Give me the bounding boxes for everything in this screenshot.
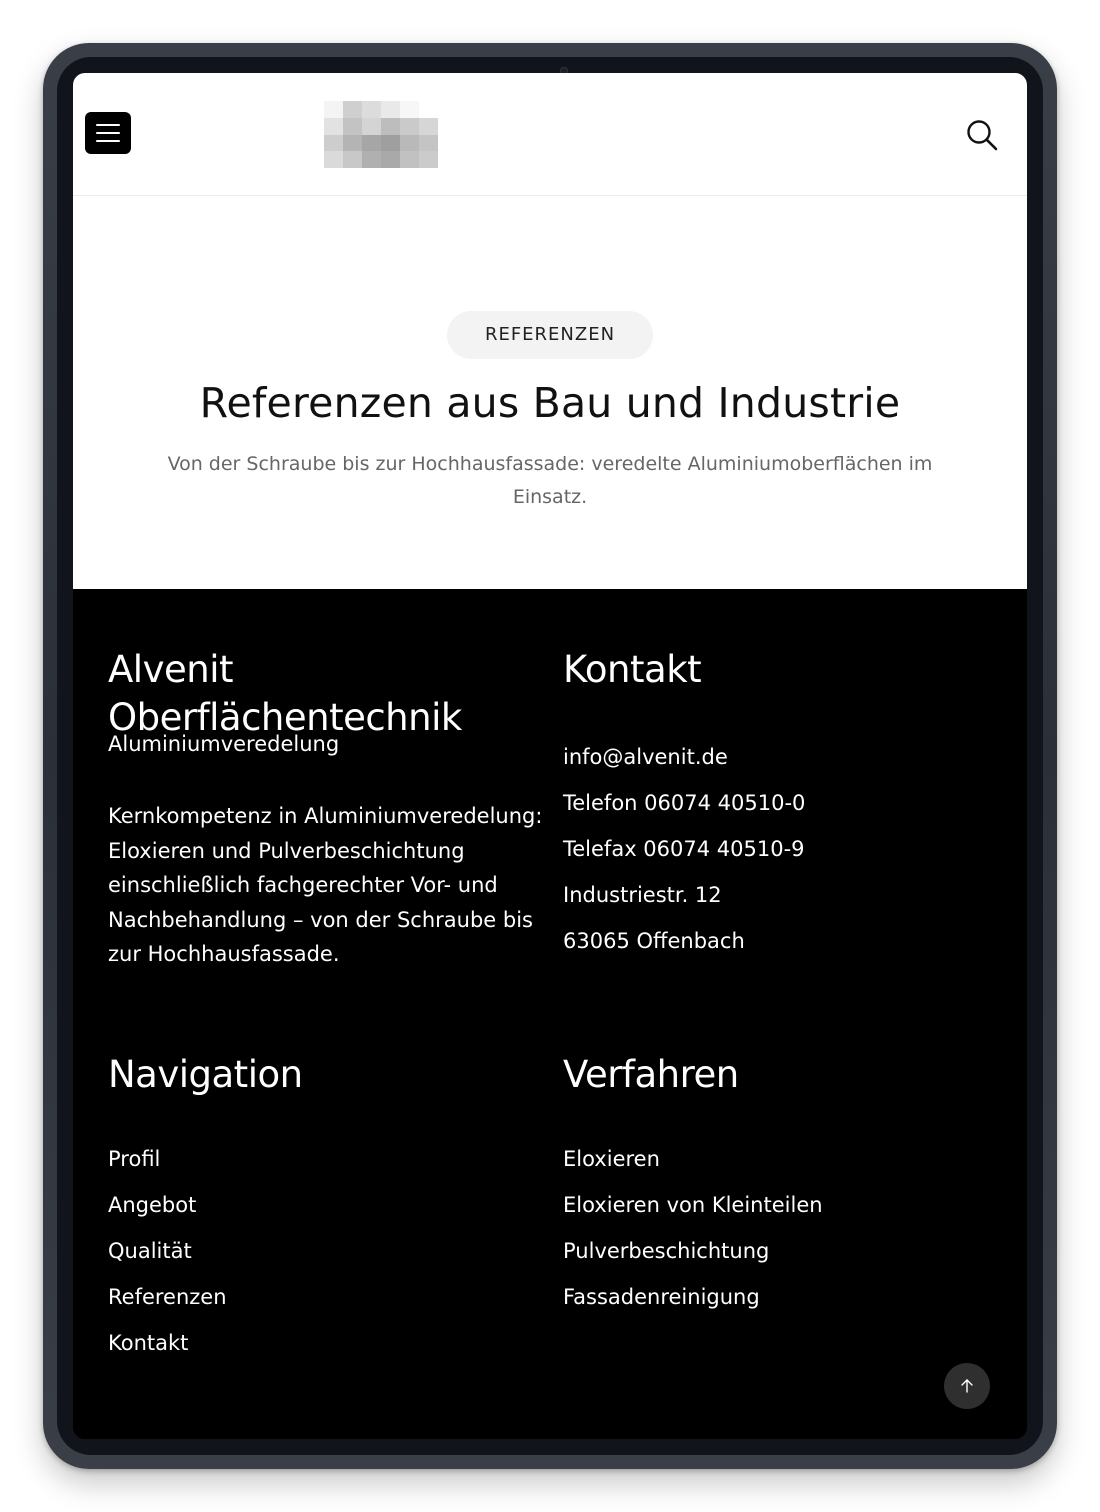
contact-phone-link[interactable]: Telefon 06074 40510-0 bbox=[563, 791, 806, 815]
section-badge: REFERENZEN bbox=[447, 311, 653, 359]
search-icon[interactable] bbox=[965, 118, 999, 152]
page-title: Referenzen aus Bau und Industrie bbox=[199, 379, 901, 427]
footer-link-eloxieren[interactable]: Eloxieren bbox=[563, 1147, 660, 1171]
footer-link-eloxieren-kleinteile[interactable]: Eloxieren von Kleinteilen bbox=[563, 1193, 823, 1217]
contact-street: Industriestr. 12 bbox=[563, 883, 722, 907]
hamburger-menu-icon[interactable] bbox=[85, 112, 131, 154]
site-footer bbox=[73, 589, 1027, 1439]
contact-fax: Telefax 06074 40510-9 bbox=[563, 837, 805, 861]
tablet-frame bbox=[43, 43, 1057, 1469]
verfahren-heading: Verfahren bbox=[563, 1053, 739, 1096]
contact-heading: Kontakt bbox=[563, 648, 702, 691]
screen bbox=[73, 73, 1027, 1439]
page-subtitle: Von der Schraube bis zur Hochhausfassade: veredelte Aluminiumoberflächen im Einsatz. bbox=[167, 453, 933, 508]
verfahren-list bbox=[563, 1136, 823, 1320]
site-logo[interactable] bbox=[324, 101, 438, 168]
back-to-top-button[interactable] bbox=[944, 1363, 990, 1409]
company-tagline: Aluminiumveredelung bbox=[108, 732, 340, 756]
footer-link-profil[interactable]: Profil bbox=[108, 1147, 161, 1171]
footer-link-angebot[interactable]: Angebot bbox=[108, 1193, 197, 1217]
company-description: Kernkompetenz in Aluminiumveredelung: Eloxieren und Pulverbeschichtung einschließlich fachgerechter Vor- und Nachbehandlung – von der Schraube bis zur Hochhausfassade. bbox=[108, 804, 543, 966]
footer-link-qualitaet[interactable]: Qualität bbox=[108, 1239, 192, 1263]
arrow-up-icon bbox=[958, 1377, 976, 1395]
contact-list bbox=[563, 734, 805, 964]
navigation-heading: Navigation bbox=[108, 1053, 303, 1096]
hero-section bbox=[73, 196, 1027, 589]
contact-city: 63065 Offenbach bbox=[563, 929, 745, 953]
footer-navigation-list bbox=[108, 1136, 227, 1366]
company-name: Alvenit Oberflächentechnik bbox=[108, 648, 462, 739]
footer-link-pulverbeschichtung[interactable]: Pulverbeschichtung bbox=[563, 1239, 770, 1263]
footer-link-fassadenreinigung[interactable]: Fassadenreinigung bbox=[563, 1285, 760, 1309]
footer-link-referenzen[interactable]: Referenzen bbox=[108, 1285, 227, 1309]
site-header bbox=[73, 73, 1027, 196]
footer-link-kontakt[interactable]: Kontakt bbox=[108, 1331, 189, 1355]
contact-email-link[interactable]: info@alvenit.de bbox=[563, 745, 728, 769]
